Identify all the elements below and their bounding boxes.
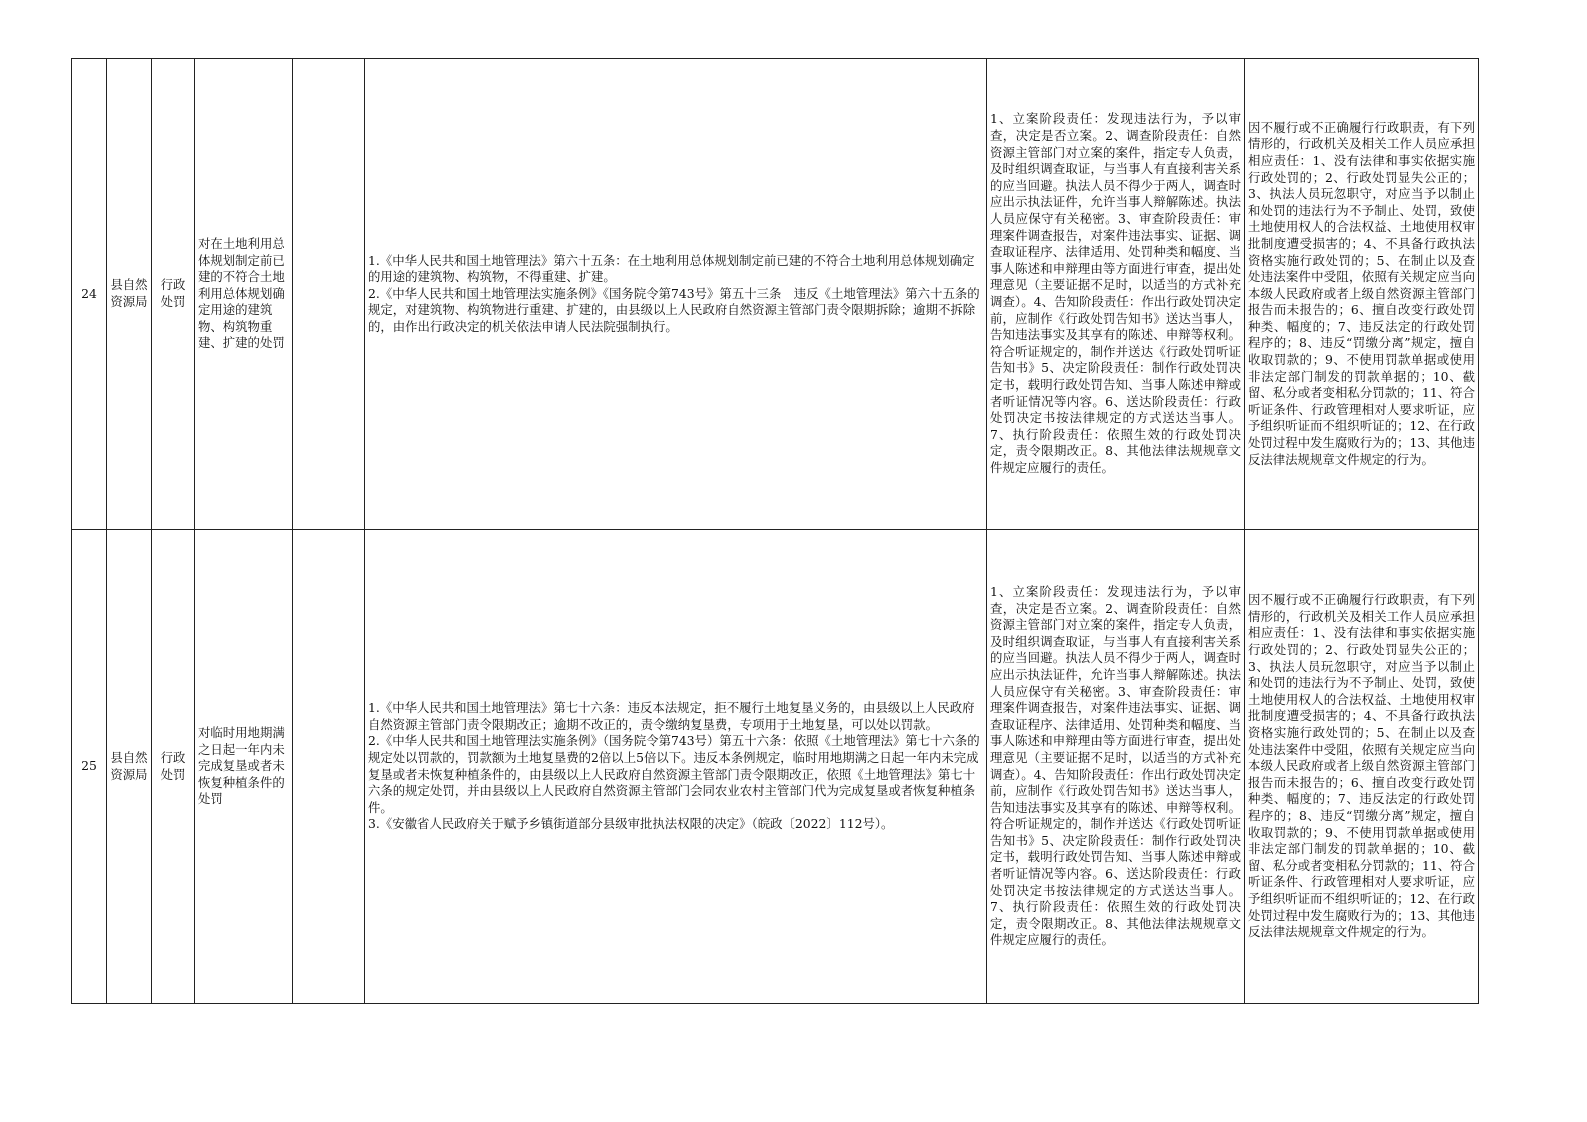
row-number-cell: 24 (72, 59, 107, 530)
legal-basis-clause: 3.《安徽省人民政府关于赋予乡镇街道部分县级审批执法权限的决定》（皖政〔2022〕112号）。 (368, 816, 894, 832)
table-row (72, 59, 1479, 530)
power-list-table (71, 58, 1479, 1004)
legal-basis-clause: 2.《中华人民共和国土地管理法实施条例》《国务院令第743号》第五十三条 违反《土地管理法》第六十五条的规定，对建筑物、构筑物进行重建、扩建的，由县级以上人民政府自然资源主管部门责令限期拆除；逾期不拆除的，由作出行政决定的机关依法申请人民法院强制执行。 (368, 285, 980, 334)
department-cell: 县自然资源局 (107, 530, 152, 1004)
legal-basis-cell (365, 530, 987, 1004)
sub-item-cell (293, 530, 365, 1004)
responsibility-cell: 1、立案阶段责任：发现违法行为，予以审查，决定是否立案。2、调查阶段责任：自然资源主管部门对立案的案件，指定专人负责，及时组织调查取证，与当事人有直接利害关系的应当回避。执法人员不得少于两人，调查时应出示执法证件，允许当事人辩解陈述。执法人员应保守有关秘密。3、审查阶段责任：审理案件调查报告，对案件违法事实、证据、调查取证程序、法律适用、处罚种类和幅度、当事人陈述和申辩理由等方面进行审查，提出处理意见（主要证据不足时，以适当的方式补充调查）。4、告知阶段责任：作出行政处罚决定前，应制作《行政处罚告知书》送达当事人，告知违法事实及其享有的陈述、申辩等权利。符合听证规定的，制作并送达《行政处罚听证告知书》5、决定阶段责任：制作行政处罚决定书，载明行政处罚告知、当事人陈述申辩或者听证情况等内容。6、送达阶段责任：行政处罚决定书按法律规定的方式送达当事人。7、执行阶段责任：依照生效的行政处罚决定，责令限期改正。8、其他法律法规规章文件规定应履行的责任。 (987, 530, 1245, 1004)
table-row (72, 530, 1479, 1004)
sub-item-cell (293, 59, 365, 530)
accountability-cell: 因不履行或不正确履行行政职责，有下列情形的，行政机关及相关工作人员应承担相应责任：1、没有法律和事实依据实施行政处罚的；2、行政处罚显失公正的；3、执法人员玩忽职守，对应当予以制止和处罚的违法行为不予制止、处罚，致使土地使用权人的合法权益、土地使用权审批制度遭受损害的；4、不具备行政执法资格实施行政处罚的；5、在制止以及查处违法案件中受阻，依照有关规定应当向本级人民政府或者上级自然资源主管部门报告而未报告的；6、擅自改变行政处罚种类、幅度的；7、违反法定的行政处罚程序的；8、违反“罚缴分离”规定，擅自收取罚款的；9、不使用罚款单据或使用非法定部门制发的罚款单据的；10、截留、私分或者变相私分罚款的；11、符合听证条件、行政管理相对人要求听证，应予组织听证而不组织听证的；12、在行政处罚过程中发生腐败行为的；13、其他违反法律法规规章文件规定的行为。 (1245, 530, 1479, 1004)
power-category-cell: 行政处罚 (152, 530, 195, 1004)
department-cell: 县自然资源局 (107, 59, 152, 530)
power-item-cell: 对在土地利用总体规划制定前已建的不符合土地利用总体规划确定用途的建筑物、构筑物重建、扩建的处罚 (195, 59, 293, 530)
power-item-cell: 对临时用地期满之日起一年内未完成复垦或者未恢复种植条件的处罚 (195, 530, 293, 1004)
accountability-cell: 因不履行或不正确履行行政职责，有下列情形的，行政机关及相关工作人员应承担相应责任：1、没有法律和事实依据实施行政处罚的；2、行政处罚显失公正的；3、执法人员玩忽职守，对应当予以制止和处罚的违法行为不予制止、处罚，致使土地使用权人的合法权益、土地使用权审批制度遭受损害的；4、不具备行政执法资格实施行政处罚的；5、在制止以及查处违法案件中受阻，依照有关规定应当向本级人民政府或者上级自然资源主管部门报告而未报告的；6、擅自改变行政处罚种类、幅度的；7、违反法定的行政处罚程序的；8、违反“罚缴分离”规定，擅自收取罚款的；9、不使用罚款单据或使用非法定部门制发的罚款单据的；10、截留、私分或者变相私分罚款的；11、符合听证条件、行政管理相对人要求听证，应予组织听证而不组织听证的；12、在行政处罚过程中发生腐败行为的；13、其他违反法律法规规章文件规定的行为。 (1245, 59, 1479, 530)
legal-basis-cell (365, 59, 987, 530)
responsibility-cell: 1、立案阶段责任：发现违法行为，予以审查，决定是否立案。2、调查阶段责任：自然资源主管部门对立案的案件，指定专人负责，及时组织调查取证，与当事人有直接利害关系的应当回避。执法人员不得少于两人，调查时应出示执法证件，允许当事人辩解陈述。执法人员应保守有关秘密。3、审查阶段责任：审理案件调查报告，对案件违法事实、证据、调查取证程序、法律适用、处罚种类和幅度、当事人陈述和申辩理由等方面进行审查，提出处理意见（主要证据不足时，以适当的方式补充调查）。4、告知阶段责任：作出行政处罚决定前，应制作《行政处罚告知书》送达当事人，告知违法事实及其享有的陈述、申辩等权利。符合听证规定的，制作并送达《行政处罚听证告知书》5、决定阶段责任：制作行政处罚决定书，载明行政处罚告知、当事人陈述申辩或者听证情况等内容。6、送达阶段责任：行政处罚决定书按法律规定的方式送达当事人。7、执行阶段责任：依照生效的行政处罚决定，责令限期改正。8、其他法律法规规章文件规定应履行的责任。 (987, 59, 1245, 530)
power-category-cell: 行政处罚 (152, 59, 195, 530)
row-number-cell: 25 (72, 530, 107, 1004)
legal-basis-clause: 2.《中华人民共和国土地管理法实施条例》（国务院令第743号）第五十六条：依照《土地管理法》第七十六条的规定处以罚款的，罚款额为土地复垦费的2倍以上5倍以下。违反本条例规定，临时用地期满之日起一年内未完成复垦或者未恢复种植条件的，由县级以上人民政府自然资源主管部门责令限期改正，依照《土地管理法》第七十六条的规定处罚，并由县级以上人民政府自然资源主管部门会同农业农村主管部门代为完成复垦或者恢复种植条件。 (368, 733, 980, 815)
legal-basis-clause: 1.《中华人民共和国土地管理法》第七十六条：违反本法规定，拒不履行土地复垦义务的，由县级以上人民政府自然资源主管部门责令限期改正；逾期不改正的，责令缴纳复垦费，专项用于土地复垦，可以处以罚款。 (368, 700, 975, 732)
legal-basis-clause: 1.《中华人民共和国土地管理法》第六十五条：在土地利用总体规划制定前已建的不符合土地利用总体规划确定的用途的建筑物、构筑物，不得重建、扩建。 (368, 252, 975, 285)
